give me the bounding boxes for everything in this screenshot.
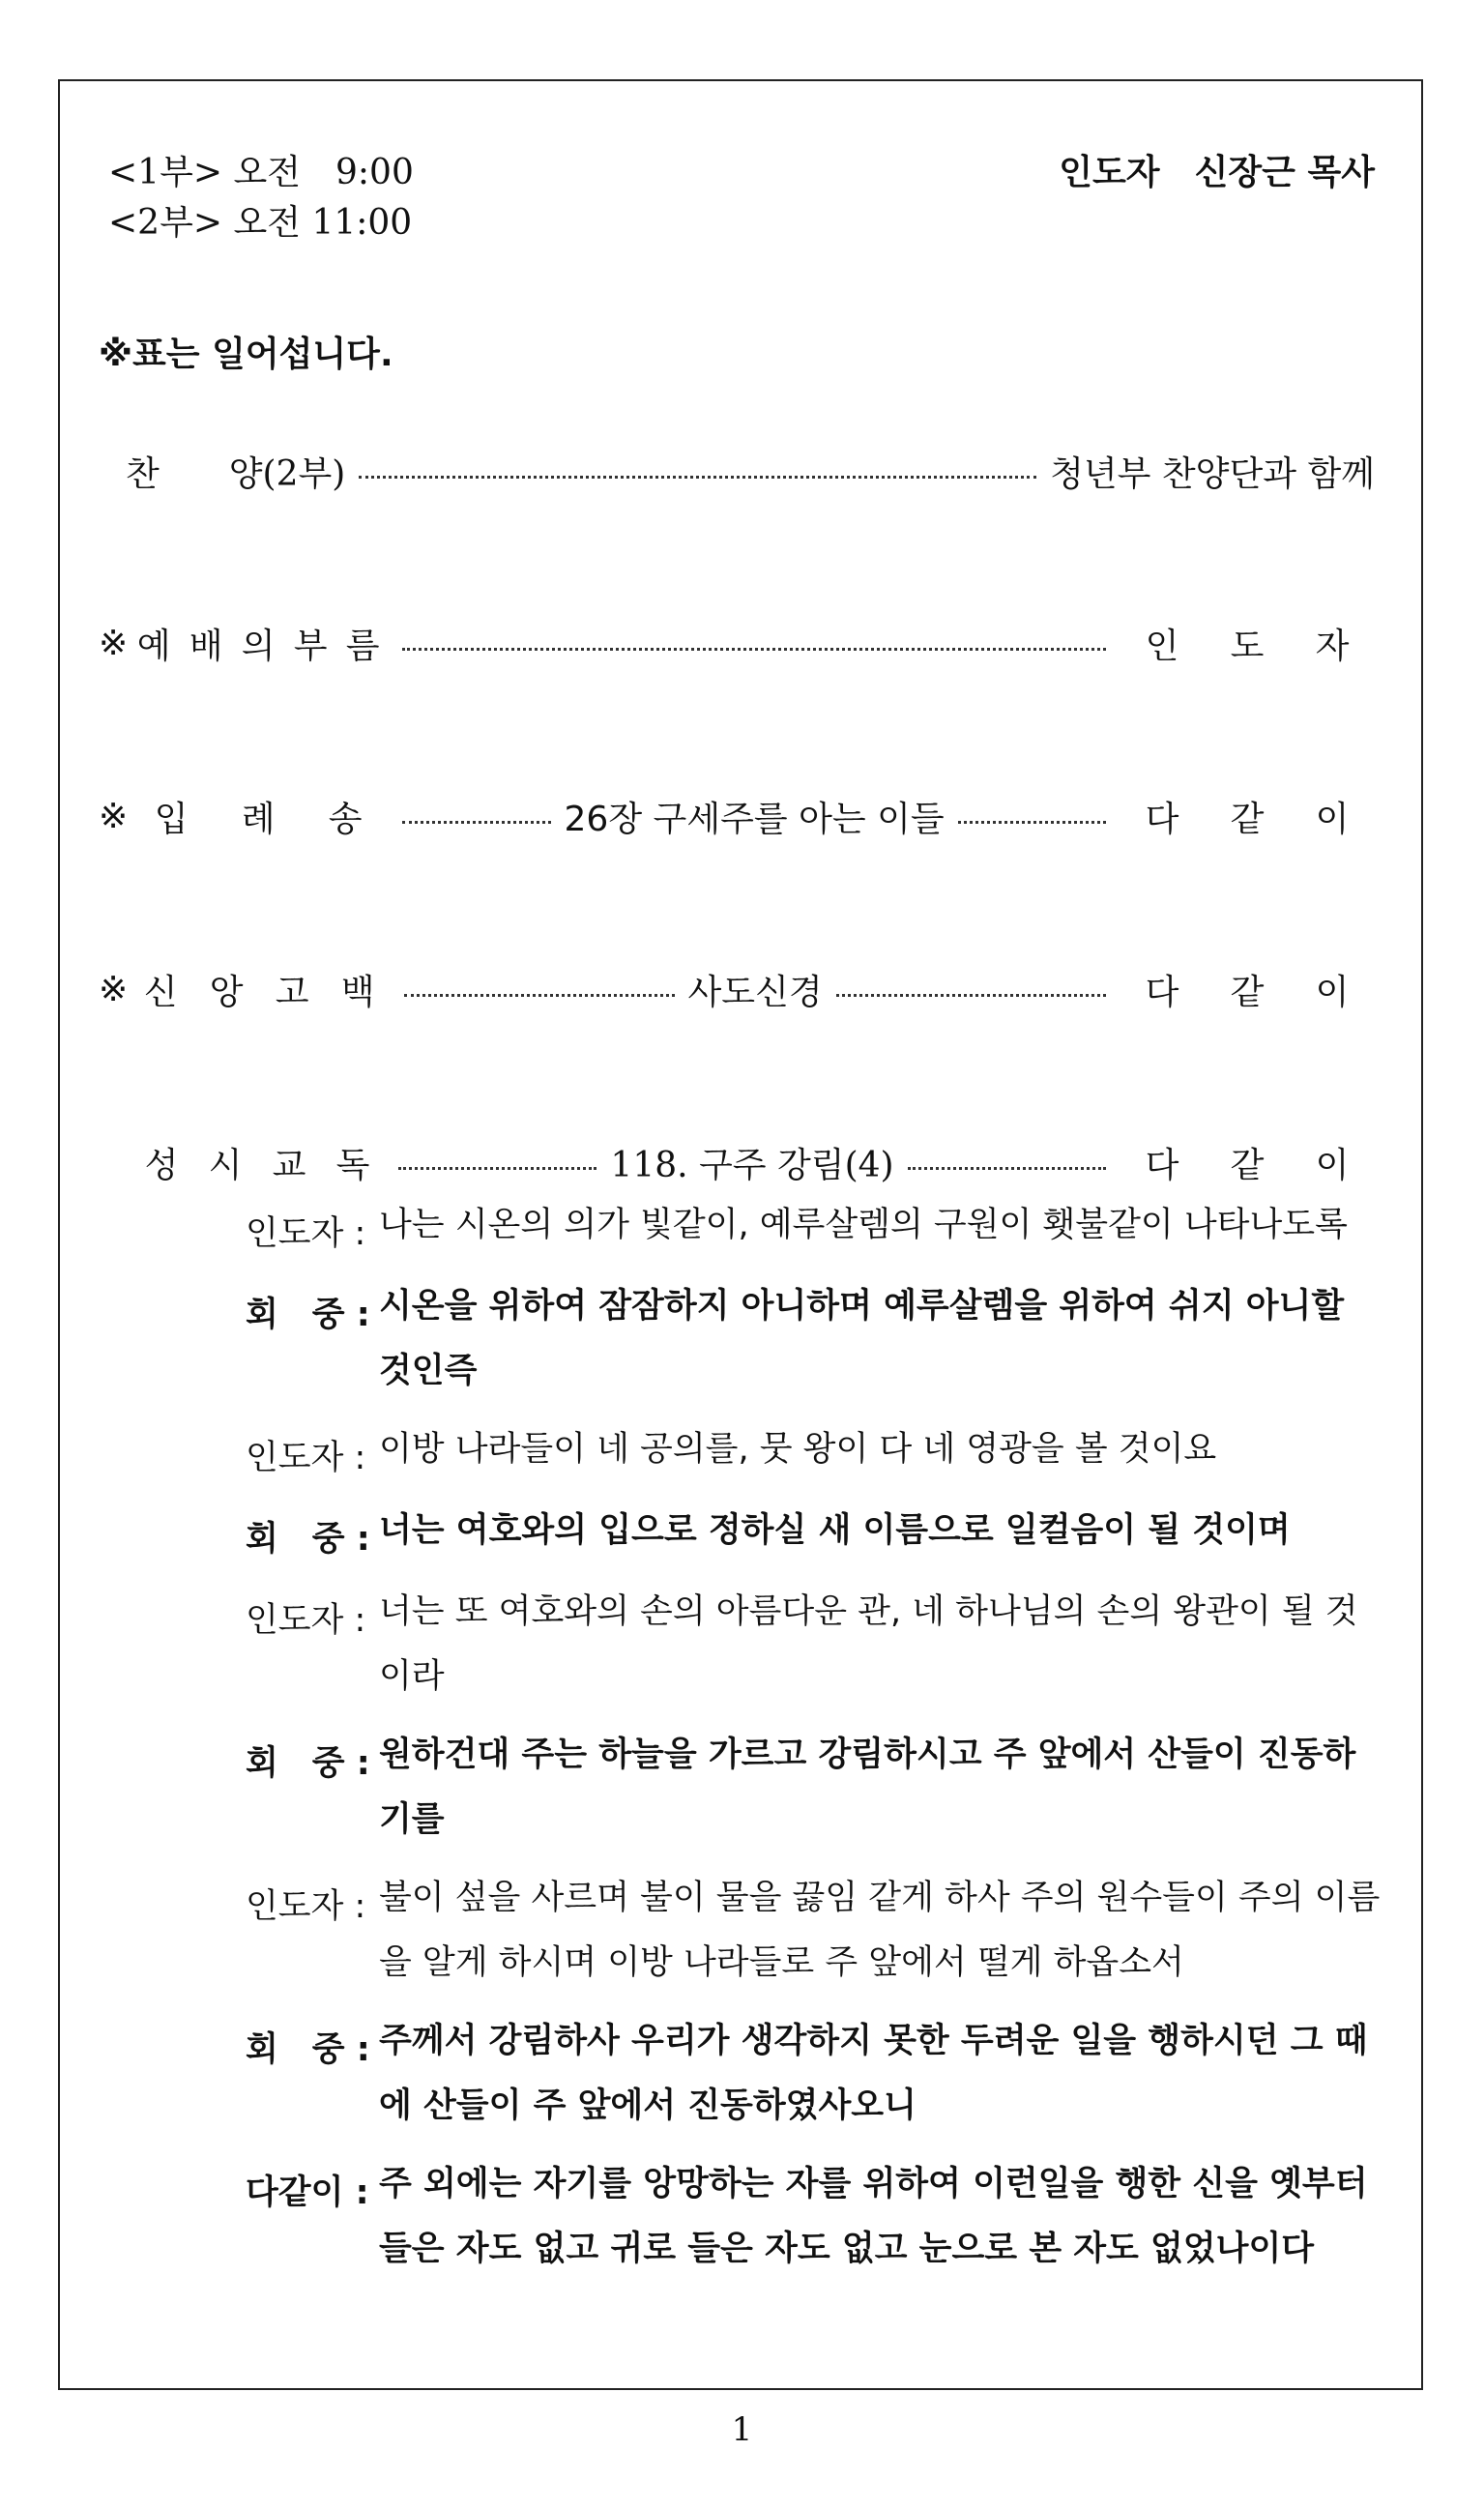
page-frame	[58, 79, 1423, 2390]
speaker-label: 회 중 :	[246, 1520, 370, 1559]
speaker-label: 인도자 :	[246, 1439, 366, 1477]
speaker-label: 인도자 :	[246, 1601, 366, 1640]
order-creed-who: 다 같 이	[1145, 973, 1350, 1012]
reading-text: 원하건대 주는 하늘을 가르고 강림하시고 주 앞에서 산들이 진동하기를	[379, 1736, 1356, 1839]
speaker-label: 인도자 :	[246, 1887, 366, 1926]
order-praise-who: 청년부 찬양단과 함께	[1050, 454, 1375, 494]
service-time-2: <2부> 오전 11:00	[108, 203, 413, 243]
order-creed	[99, 965, 1375, 1014]
order-hymn-title: 26장 구세주를 아는 이들	[564, 800, 945, 839]
leader-dots	[359, 476, 1036, 479]
leader-dots	[402, 821, 550, 824]
reading-text: 너는 또 여호와의 손의 아름다운 관, 네 하나님의 손의 왕관이 될 것이라	[379, 1592, 1358, 1696]
leader-dots	[398, 1167, 597, 1170]
stand-mark: ※	[99, 624, 129, 663]
order-reading-title: 118. 구주 강림(4)	[610, 1146, 894, 1185]
order-call-to-worship	[99, 619, 1375, 668]
order-call-who: 인 도 자	[1145, 627, 1350, 666]
reading-text: 나는 시온의 의가 빛같이, 예루살렘의 구원이 횃불같이 나타나도록	[379, 1206, 1348, 1244]
order-reading-who: 다 같 이	[1145, 1146, 1350, 1185]
order-praise	[126, 447, 1375, 496]
speaker-label: 인도자 :	[246, 1214, 366, 1253]
order-call-label: 예 배 의 부 름	[136, 627, 380, 666]
stand-mark: ※	[99, 970, 129, 1009]
speaker-label: 회 중 :	[246, 2030, 370, 2069]
order-praise-label: 찬 양(2부)	[126, 454, 346, 494]
page-number: 1	[731, 2410, 753, 2449]
reading-text: 너는 여호와의 입으로 정하실 새 이름으로 일컬음이 될 것이며	[379, 1511, 1291, 1550]
service-time-1: <1부> 오전 9:00	[108, 153, 414, 192]
stand-mark: ※	[99, 797, 129, 836]
order-opening-hymn	[99, 792, 1375, 841]
reading-text: 주께서 강림하사 우리가 생각하지 못한 두려운 일을 행하시던 그 때에 산들이 주 앞에서 진동하였사오니	[379, 2022, 1368, 2125]
reading-text: 주 외에는 자기를 앙망하는 자를 위하여 이런일을 행한 신을 옛부터 들은 자도 없고 귀로 들은 자도 없고 눈으로 본 자도 없었나이다	[379, 2165, 1368, 2268]
order-hymn-who: 다 같 이	[1145, 800, 1350, 839]
order-reading-label: 성 시 교 독	[144, 1146, 370, 1185]
standing-note: ※표는 일어섭니다.	[99, 335, 393, 374]
order-creed-label: 신 앙 고 백	[143, 973, 375, 1012]
reading-text: 시온을 위하여 잠잠하지 아니하며 예루살렘을 위하여 쉬지 아니할 것인즉	[379, 1287, 1345, 1390]
leader-dots	[958, 821, 1106, 824]
order-hymn-label: 입 례 송	[154, 800, 363, 839]
reading-text: 불이 섶을 사르며 불이 물을 끓임 같게 하사 주의 원수들이 주의 이름을 알게 하시며 이방 나라들로 주 앞에서 떨게 하옵소서	[379, 1879, 1381, 1982]
order-creed-title: 사도신경	[687, 973, 823, 1012]
leader-dots	[836, 994, 1106, 997]
order-responsive-reading	[130, 1138, 1375, 1187]
worship-leader: 인도자 신장근 목사	[1059, 153, 1375, 192]
speaker-label: 다같이 :	[246, 2173, 369, 2212]
reading-text: 이방 나라들이 네 공의를, 뭇 왕이 다 네 영광을 볼 것이요	[379, 1430, 1217, 1469]
speaker-label: 회 중 :	[246, 1744, 370, 1783]
leader-dots	[402, 648, 1106, 651]
speaker-label: 회 중 :	[246, 1296, 370, 1334]
leader-dots	[908, 1167, 1106, 1170]
leader-dots	[404, 994, 674, 997]
